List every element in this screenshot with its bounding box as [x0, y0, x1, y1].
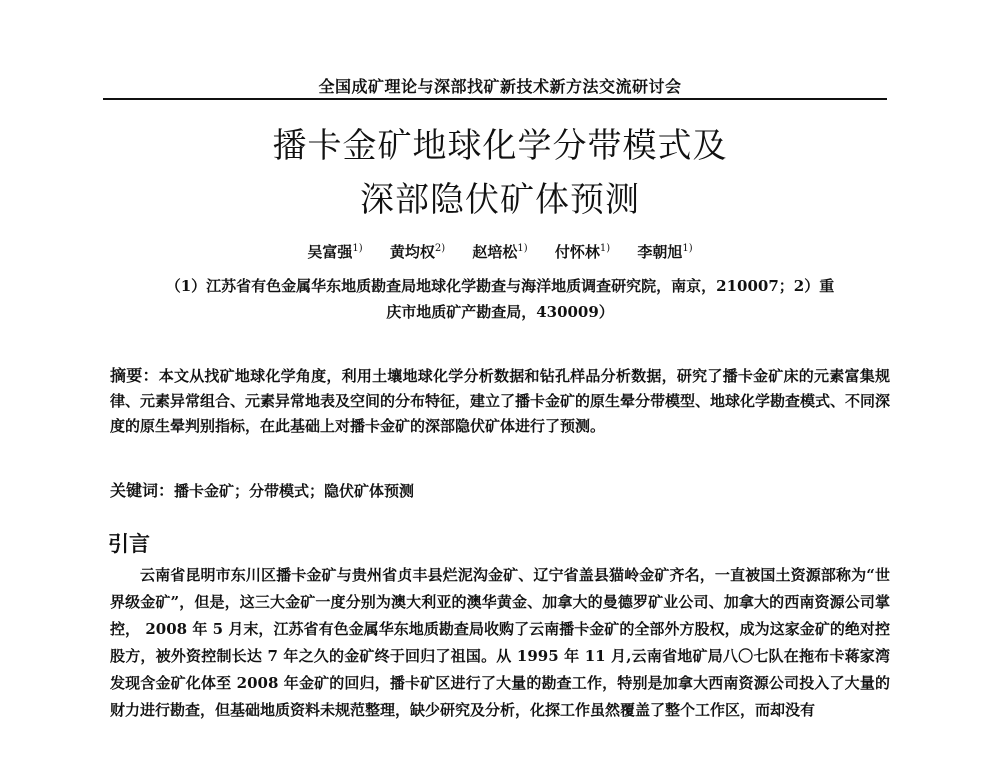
author-affiliation-mark: 1) — [517, 243, 528, 254]
abstract-text: 本文从找矿地球化学角度，利用土壤地球化学分析数据和钻孔样品分析数据，研究了播卡金矿床的元素富集规律、元素异常组合、元素异常地表及空间的分布特征，建立了播卡金矿的原生晕分带模型、地球化学勘查模式、不同深度的原生晕判别指标，在此基础上对播卡金矿的深部隐伏矿体进行了预测。 — [110, 367, 891, 435]
abstract — [110, 363, 890, 439]
affiliation-line-1: （1）江苏省有色金属华东地质勘查局地球化学勘查与海洋地质调查研究院，南京，210007；2）重 — [165, 277, 835, 295]
author-name: 付怀林 — [554, 243, 600, 261]
author-name: 赵培松 — [472, 243, 518, 261]
author-affiliation-mark: 2) — [434, 243, 446, 254]
author-name: 李朝旭 — [637, 243, 683, 261]
author — [390, 243, 445, 261]
author-affiliation-mark: 1) — [599, 243, 611, 254]
author — [307, 243, 362, 261]
running-header: 全国成矿理论与深部找矿新技术新方法交流研讨会 — [318, 77, 682, 96]
author-name: 黄均权 — [389, 243, 435, 261]
author — [472, 243, 527, 261]
keywords-label: 关键词： — [110, 481, 175, 500]
author-name: 吴富强 — [307, 243, 353, 261]
header-rule — [103, 98, 887, 100]
keywords-text: 播卡金矿；分带模式；隐伏矿体预测 — [174, 482, 415, 500]
author-affiliation-mark: 1) — [682, 243, 693, 254]
section-heading: 引言 — [108, 532, 150, 556]
affiliation-line-2: 庆市地质矿产勘查局，430009） — [386, 303, 614, 321]
author-affiliation-mark: 1) — [352, 243, 363, 254]
paper-title-line-2: 深部隐伏矿体预测 — [360, 180, 640, 220]
abstract-label: 摘要： — [110, 366, 159, 385]
author-list — [0, 241, 1000, 262]
paper-title-line-1: 播卡金矿地球化学分带模式及 — [272, 126, 728, 166]
author — [555, 243, 610, 261]
author — [637, 243, 692, 261]
keywords — [110, 478, 890, 501]
body-paragraph: 云南省昆明市东川区播卡金矿与贵州省贞丰县烂泥沟金矿、辽宁省盖县猫岭金矿齐名，一直被国土资源部称为“世界级金矿”，但是，这三大金矿一度分别为澳大利亚的澳华黄金、加拿大的曼德罗矿业公司、加拿大的西南资源公司掌控， 2008 年 5 月末，江苏省有色金属华东地质勘查局收购了云南播卡金矿的全部外方股权，成为这家金矿的绝对控股方，被外资控制长达 7 年之久的金矿终于回归了祖国。从 1995 年 11 月,云南省地矿局八〇七队在拖布卡蒋家湾发现含金矿化体至 2008 年金矿的回归，播卡矿区进行了大量的勘查工作，特别是加拿大西南资源公司投入了大量的财力进行勘查，但基础地质资料未规范整理，缺少研究及分析，化探工作虽然覆盖了整个工作区，而却没有 — [110, 566, 890, 719]
